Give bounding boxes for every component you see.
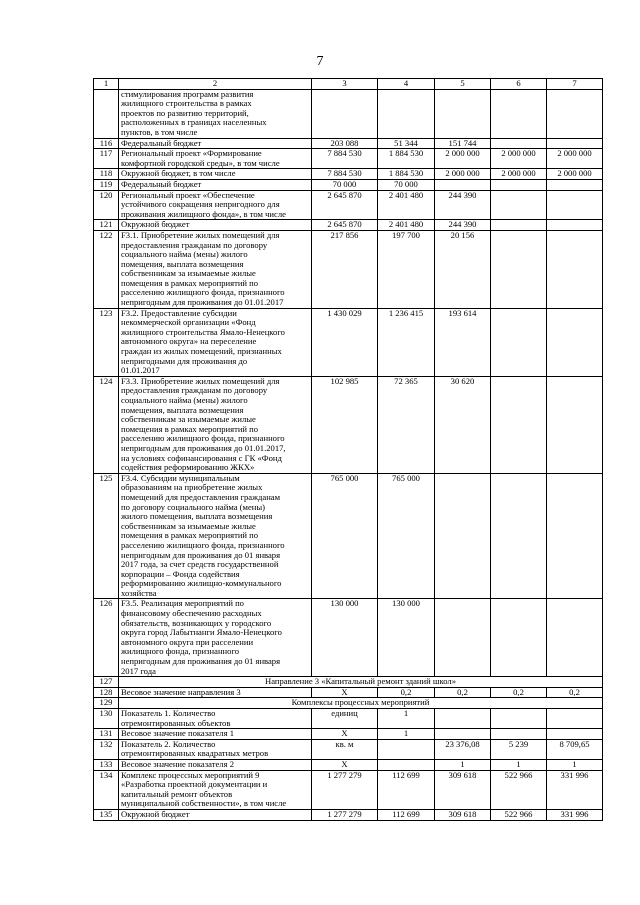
row-number: 122 xyxy=(94,230,119,308)
value-cell: единиц xyxy=(312,709,378,729)
row-number: 129 xyxy=(94,698,119,709)
value-cell xyxy=(491,376,547,473)
item-description: Региональный проект «Формирование комфортной городской среды», в том числе xyxy=(119,149,312,169)
value-cell: 1 884 530 xyxy=(378,149,435,169)
value-cell xyxy=(547,599,603,677)
value-cell xyxy=(491,179,547,190)
value-cell xyxy=(491,190,547,220)
value-cell: 1 236 415 xyxy=(378,308,435,376)
column-number-header: 7 xyxy=(547,79,603,90)
item-description: Региональный проект «Обеспечение устойчивого сокращения непригодного для проживания жилищного фонда», в том числе xyxy=(119,190,312,220)
row-number: 124 xyxy=(94,376,119,473)
section-heading: Направление 3 «Капитальный ремонт зданий школ» xyxy=(119,677,603,688)
value-cell xyxy=(547,308,603,376)
item-description: Окружной бюджет xyxy=(119,220,312,231)
value-cell xyxy=(547,89,603,138)
item-description: Федеральный бюджет xyxy=(119,138,312,149)
value-cell: 112 699 xyxy=(378,770,435,809)
value-cell: 0,2 xyxy=(435,687,491,698)
value-cell: 20 156 xyxy=(435,230,491,308)
value-cell: 1 xyxy=(491,759,547,770)
row-number: 127 xyxy=(94,677,119,688)
value-cell: 1 xyxy=(547,759,603,770)
section-heading: Комплексы процессных мероприятий xyxy=(119,698,603,709)
value-cell xyxy=(435,599,491,677)
value-cell: 244 390 xyxy=(435,190,491,220)
table-row xyxy=(94,677,603,688)
table-row xyxy=(94,687,603,698)
value-cell: 1 884 530 xyxy=(378,169,435,180)
value-cell xyxy=(378,759,435,770)
value-cell: 2 000 000 xyxy=(547,169,603,180)
value-cell: 765 000 xyxy=(312,473,378,599)
item-description: Федеральный бюджет xyxy=(119,179,312,190)
value-cell xyxy=(435,473,491,599)
value-cell: 2 645 870 xyxy=(312,220,378,231)
row-number: 131 xyxy=(94,729,119,740)
value-cell: 193 614 xyxy=(435,308,491,376)
item-description: F3.3. Приобретение жилых помещений для предоставления гражданам по договору социального найма (мены) жилого помещения, выплата возмещения собственникам за изымаемые жилые помещения в рамках мероприятий по расселению жилищного фонда, признанного непригодным для проживания до 01.01.2017, на условиях софинансирования с ГК «Фонд содействия реформированию ЖКХ» xyxy=(119,376,312,473)
value-cell: 2 401 480 xyxy=(378,190,435,220)
value-cell xyxy=(547,729,603,740)
item-description: Весовое значение показателя 1 xyxy=(119,729,312,740)
value-cell: 1 xyxy=(435,759,491,770)
row-number: 116 xyxy=(94,138,119,149)
row-number: 118 xyxy=(94,169,119,180)
row-number: 119 xyxy=(94,179,119,190)
table-row xyxy=(94,138,603,149)
column-number-header: 6 xyxy=(491,79,547,90)
value-cell xyxy=(547,190,603,220)
item-description: F3.5. Реализация мероприятий по финансовому обеспечению расходных обязательств, возникающих у городского округа город Лабытнанги Ямало-Ненецкого автономного округа при расселении жилищного фонда, признанного непригодным для проживания до 01 января 2017 года xyxy=(119,599,312,677)
header-row xyxy=(94,79,603,90)
item-description: F3.1. Приобретение жилых помещений для предоставления гражданам по договору социального найма (мены) жилого помещения, выплата возмещения собственникам за изымаемые жилые помещения в рамках мероприятий по расселению жилищного фонда, признанного непригодным для проживания до 01.01.2017 xyxy=(119,230,312,308)
row-number: 132 xyxy=(94,739,119,759)
value-cell: 8 709,65 xyxy=(547,739,603,759)
value-cell: 72 365 xyxy=(378,376,435,473)
value-cell: 2 000 000 xyxy=(547,149,603,169)
value-cell: 2 000 000 xyxy=(491,149,547,169)
value-cell xyxy=(491,89,547,138)
table-row xyxy=(94,169,603,180)
value-cell xyxy=(491,220,547,231)
row-number: 134 xyxy=(94,770,119,809)
value-cell: 1 277 279 xyxy=(312,809,378,820)
table-row xyxy=(94,709,603,729)
value-cell xyxy=(547,709,603,729)
item-description: Окружной бюджет xyxy=(119,809,312,820)
value-cell xyxy=(435,179,491,190)
table-row xyxy=(94,220,603,231)
value-cell xyxy=(547,220,603,231)
item-description: Окружной бюджет, в том числе xyxy=(119,169,312,180)
row-number xyxy=(94,89,119,138)
value-cell: 217 856 xyxy=(312,230,378,308)
value-cell: 70 000 xyxy=(312,179,378,190)
row-number: 121 xyxy=(94,220,119,231)
value-cell xyxy=(378,739,435,759)
column-number-header: 4 xyxy=(378,79,435,90)
value-cell: 0,2 xyxy=(547,687,603,698)
value-cell xyxy=(491,709,547,729)
value-cell xyxy=(435,89,491,138)
value-cell xyxy=(547,138,603,149)
table-row xyxy=(94,190,603,220)
column-number-header: 2 xyxy=(119,79,312,90)
value-cell: 5 239 xyxy=(491,739,547,759)
table-body xyxy=(94,79,603,821)
value-cell xyxy=(491,729,547,740)
value-cell: 2 401 480 xyxy=(378,220,435,231)
item-description: стимулирования программ развития жилищного строительства в рамках проектов по развитию территорий, расположенных в границах населенных пунктов, в том числе xyxy=(119,89,312,138)
column-number-header: 3 xyxy=(312,79,378,90)
value-cell: 309 618 xyxy=(435,809,491,820)
value-cell xyxy=(435,709,491,729)
item-description: Весовое значение направления 3 xyxy=(119,687,312,698)
value-cell: 7 884 530 xyxy=(312,169,378,180)
item-description: Весовое значение показателя 2 xyxy=(119,759,312,770)
table-row xyxy=(94,473,603,599)
table-row xyxy=(94,809,603,820)
row-number: 123 xyxy=(94,308,119,376)
value-cell xyxy=(435,729,491,740)
value-cell: 244 390 xyxy=(435,220,491,231)
row-number: 126 xyxy=(94,599,119,677)
value-cell: 151 744 xyxy=(435,138,491,149)
value-cell: X xyxy=(312,759,378,770)
value-cell: 1 xyxy=(378,729,435,740)
value-cell xyxy=(378,89,435,138)
value-cell: 7 884 530 xyxy=(312,149,378,169)
table-row xyxy=(94,759,603,770)
value-cell: 0,2 xyxy=(491,687,547,698)
value-cell: 309 618 xyxy=(435,770,491,809)
table-row xyxy=(94,89,603,138)
row-number: 133 xyxy=(94,759,119,770)
row-number: 117 xyxy=(94,149,119,169)
item-description: F3.2. Предоставление субсидии некоммерческой организации «Фонд жилищного строительства Ямало-Ненецкого автономного округа» на переселение граждан из жилых помещений, признанных непригодными для проживания до 01.01.2017 xyxy=(119,308,312,376)
table-row xyxy=(94,599,603,677)
value-cell: 1 430 029 xyxy=(312,308,378,376)
value-cell: 2 645 870 xyxy=(312,190,378,220)
item-description: F3.4. Субсидии муниципальным образованиям на приобретение жилых помещений для предоставления гражданам по договору социального найма (мены) жилого помещения, выплата возмещения собственникам за изымаемые жилые помещения в рамках мероприятий по расселению жилищного фонда, признанного непригодным для проживания до 01 января 2017 года, за счет средств государственной корпорации – Фонда содействия реформированию жилищно-коммунального хозяйства xyxy=(119,473,312,599)
value-cell: 112 699 xyxy=(378,809,435,820)
value-cell: 2 000 000 xyxy=(435,149,491,169)
table-row xyxy=(94,729,603,740)
value-cell: 51 344 xyxy=(378,138,435,149)
value-cell xyxy=(312,89,378,138)
table-row xyxy=(94,770,603,809)
value-cell: X xyxy=(312,687,378,698)
budget-table xyxy=(93,78,603,821)
value-cell: 522 966 xyxy=(491,809,547,820)
row-number: 130 xyxy=(94,709,119,729)
value-cell xyxy=(547,376,603,473)
table-row xyxy=(94,308,603,376)
table-row xyxy=(94,179,603,190)
value-cell: 331 996 xyxy=(547,809,603,820)
value-cell xyxy=(491,230,547,308)
column-number-header: 1 xyxy=(94,79,119,90)
row-number: 120 xyxy=(94,190,119,220)
value-cell xyxy=(491,599,547,677)
value-cell: 331 996 xyxy=(547,770,603,809)
column-number-header: 5 xyxy=(435,79,491,90)
value-cell: 23 376,08 xyxy=(435,739,491,759)
table-row xyxy=(94,149,603,169)
value-cell: 522 966 xyxy=(491,770,547,809)
value-cell: 2 000 000 xyxy=(491,169,547,180)
page-number: 7 xyxy=(316,54,324,69)
value-cell: 102 985 xyxy=(312,376,378,473)
item-description: Показатель 1. Количество отремонтированных объектов xyxy=(119,709,312,729)
table-row xyxy=(94,698,603,709)
value-cell: 1 277 279 xyxy=(312,770,378,809)
value-cell xyxy=(547,473,603,599)
value-cell xyxy=(491,138,547,149)
value-cell xyxy=(491,473,547,599)
row-number: 125 xyxy=(94,473,119,599)
value-cell: 203 088 xyxy=(312,138,378,149)
value-cell: 765 000 xyxy=(378,473,435,599)
value-cell: X xyxy=(312,729,378,740)
value-cell: 70 000 xyxy=(378,179,435,190)
value-cell xyxy=(491,308,547,376)
item-description: Комплекс процессных мероприятий 9 «Разработка проектной документации и капитальный ремонт объектов муниципальной собственности», в том числе xyxy=(119,770,312,809)
table-row xyxy=(94,376,603,473)
value-cell: 197 700 xyxy=(378,230,435,308)
item-description: Показатель 2. Количество отремонтированных квадратных метров xyxy=(119,739,312,759)
value-cell: 1 xyxy=(378,709,435,729)
value-cell: 130 000 xyxy=(378,599,435,677)
value-cell xyxy=(547,230,603,308)
value-cell: 2 000 000 xyxy=(435,169,491,180)
value-cell: 30 620 xyxy=(435,376,491,473)
table-row xyxy=(94,739,603,759)
value-cell xyxy=(547,179,603,190)
table-row xyxy=(94,230,603,308)
value-cell: 0,2 xyxy=(378,687,435,698)
value-cell: кв. м xyxy=(312,739,378,759)
value-cell: 130 000 xyxy=(312,599,378,677)
row-number: 135 xyxy=(94,809,119,820)
row-number: 128 xyxy=(94,687,119,698)
